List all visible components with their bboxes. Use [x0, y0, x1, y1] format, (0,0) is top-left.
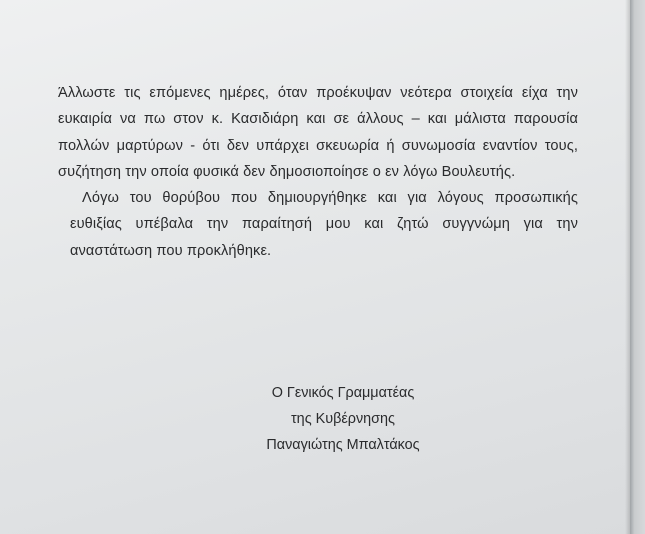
paragraph-1-line-4: συζήτηση την οποία φυσικά δεν δημοσιοποίησε ο εν λόγω Βουλευτής.	[58, 163, 516, 180]
paragraph-2-line-3: αναστάτωση που προκλήθηκε.	[70, 242, 272, 259]
paragraph-2-line-1: Λόγω του θορύβου που δημιουργήθηκε και για λόγους προσωπικής	[82, 190, 578, 207]
page-edge	[630, 0, 645, 534]
signature-title-line-1: Ο Γενικός Γραμματέας	[271, 385, 415, 401]
letter-body	[58, 80, 578, 264]
signature-block	[228, 380, 458, 458]
paragraph-1-line-3: πολλών μαρτύρων - ότι δεν υπάρχει σκευωρία ή συνωμοσία εναντίον τους,	[58, 137, 578, 154]
signature-name: Παναγιώτης Μπαλτάκος	[266, 437, 420, 453]
paragraph-1-line-2: ευκαιρία να πω στον κ. Κασιδιάρη και σε άλλους – και μάλιστα παρουσία	[58, 111, 578, 128]
paragraph-1-line-1: Άλλωστε τις επόμενες ημέρες, όταν προέκυψαν νεότερα στοιχεία είχα την	[58, 85, 578, 101]
signature-title-line-2: της Κυβέρνησης	[291, 411, 395, 427]
paragraph-1	[58, 80, 578, 185]
paragraph-2-line-2: ευθιξίας υπέβαλα την παραίτησή μου και ζητώ συγγνώμη για την	[70, 216, 578, 233]
paragraph-2	[58, 185, 578, 264]
